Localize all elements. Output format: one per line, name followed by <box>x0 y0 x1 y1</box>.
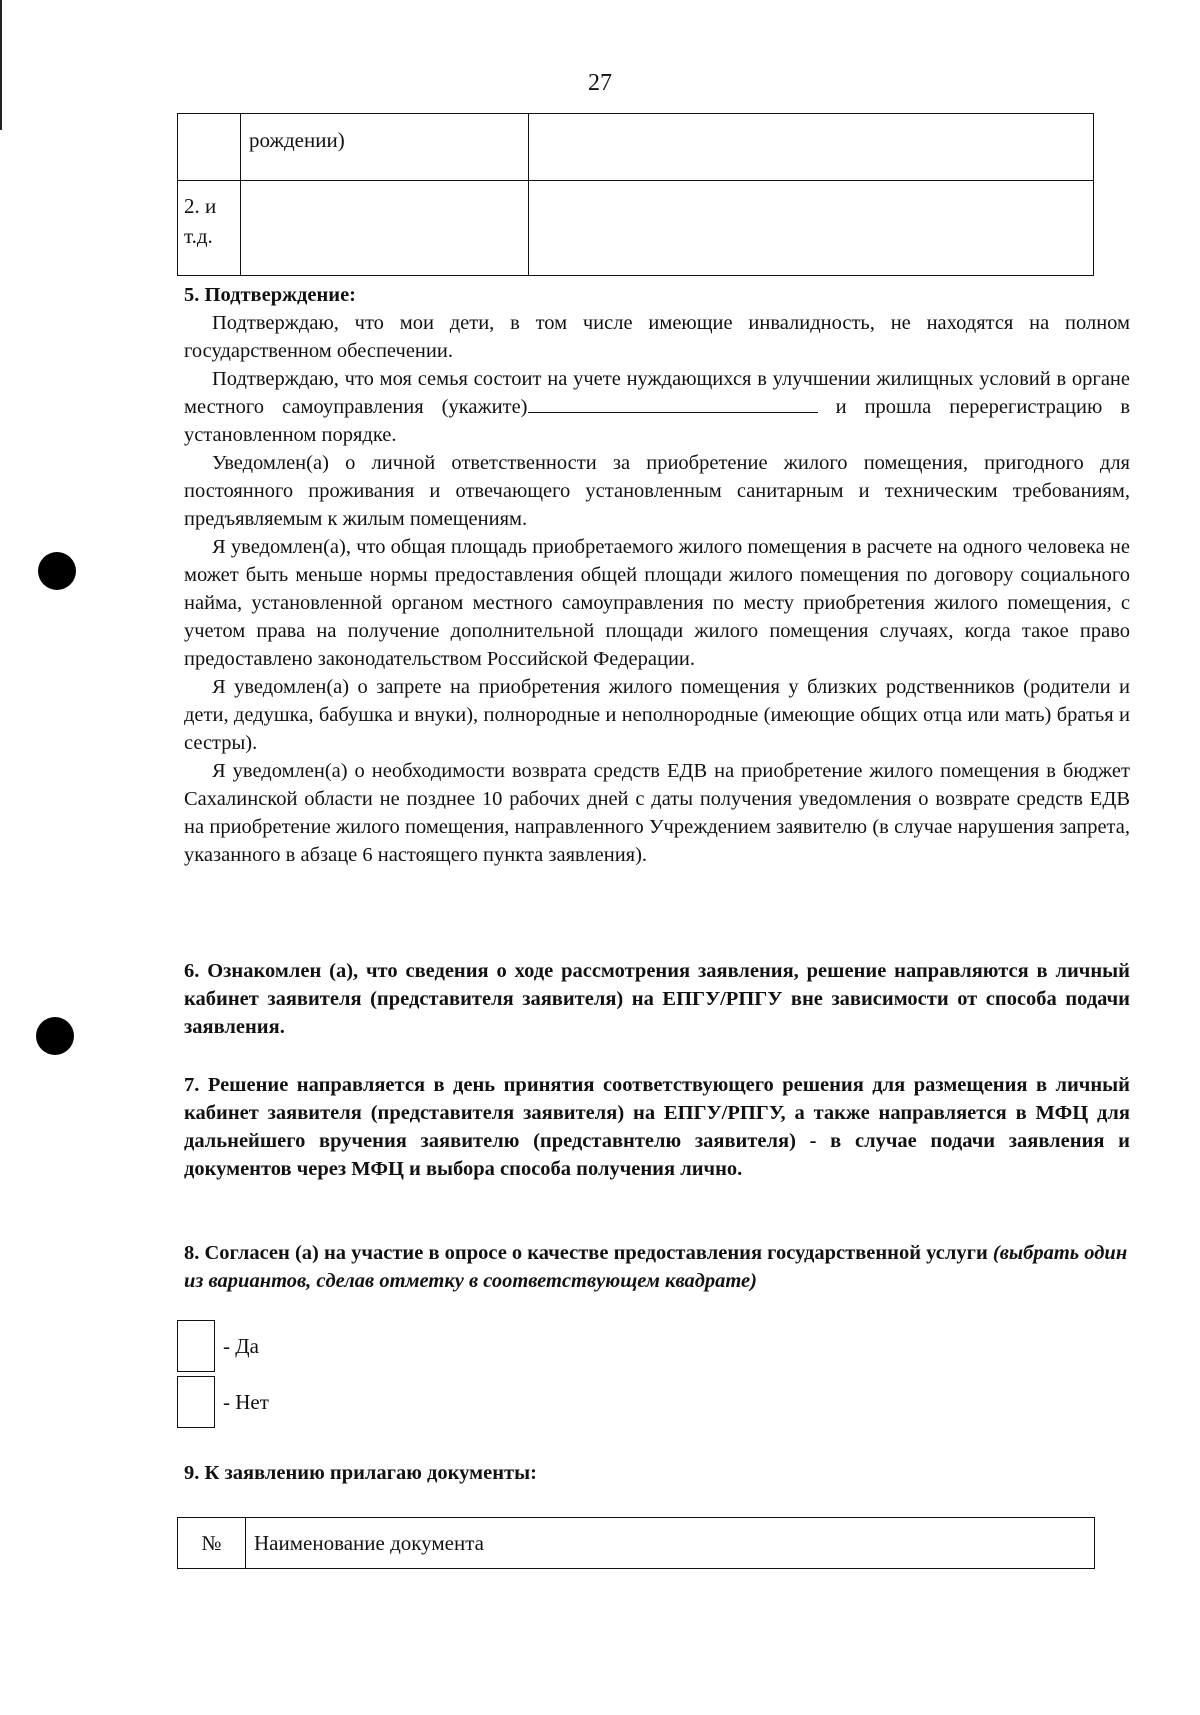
table-cell <box>241 181 529 276</box>
paragraph: Я уведомлен(а) о необходимости возврата средств ЕДВ на приобретение жилого помещения в бюджет Сахалинской области не позднее 10 рабочих дней с даты получения уведомления о возврате средств ЕДВ на приобретение жилого помещения, направленного Учреждением заявителю (в случае нарушения запрета, указанного в абзаце 6 настоящего пункта заявления). <box>184 760 1130 866</box>
section-9 <box>184 1459 1130 1487</box>
page-number: 27 <box>588 70 612 96</box>
blank-field <box>528 394 818 413</box>
table-cell: 2. и т.д. <box>178 181 241 276</box>
column-header-document-name: Наименование документа <box>246 1518 1095 1569</box>
table-cell <box>529 114 1094 181</box>
checkbox-yes[interactable] <box>177 1320 215 1372</box>
paragraph: Подтверждаю, что мои дети, в том числе имеющие инвалидность, не находятся на полном государственном обеспечении. <box>184 312 1130 362</box>
section-8-heading-italic: (выбрать один из вариантов, сделав отметку в соответствующем квадрате) <box>184 1242 1128 1292</box>
option-no-label: - Нет <box>223 1389 269 1414</box>
paragraph: Уведомлен(а) о личной ответственности за приобретение жилого помещения, пригодного для постоянного проживания и отвечающего установленным санитарным и техническим требованиям, предъявляемым к жилым помещениям. <box>184 452 1130 530</box>
paragraph: Я уведомлен(а) о запрете на приобретения жилого помещения у близких родственников (родители и дети, дедушка, бабушка и внуки), полнородные и неполнородные (имеющие общих отца или мать) братья и сестры). <box>184 676 1130 754</box>
section-6-text: 6. Ознакомлен (а), что сведения о ходе рассмотрения заявления, решение направляются в личный кабинет заявителя (представителя заявителя) на ЕПГУ/РПГУ вне зависимости от способа подачи заявления. <box>184 960 1130 1038</box>
scan-edge-line <box>0 0 2 130</box>
table-header-row <box>178 1518 1095 1569</box>
table-cell: рождении) <box>241 114 529 181</box>
relatives-table <box>177 113 1094 276</box>
option-yes[interactable] <box>177 1320 259 1372</box>
punch-hole-top <box>38 552 76 590</box>
section-5-heading: 5. Подтверждение: <box>184 284 356 306</box>
paragraph: Я уведомлен(а), что общая площадь приобретаемого жилого помещения в расчете на одного человека не может быть меньше нормы предоставления общей площади жилого помещения по договору социального найма, установленной органом местного самоуправления по месту приобретения жилого помещения, с учетом права на получение дополнительной площади жилого помещения случаях, когда такое право предоставлено законодательством Российской Федерации. <box>184 536 1130 670</box>
table-row <box>178 181 1094 276</box>
section-6 <box>184 957 1130 1041</box>
option-yes-label: - Да <box>223 1333 259 1358</box>
table-cell <box>178 114 241 181</box>
column-header-number: № <box>178 1518 246 1569</box>
paragraph-text: Подтверждаю, что моя семья состоит на учете нуждающихся в улучшении жилищных условий в органе местного самоуправления (укажите) <box>184 368 1130 418</box>
table-row <box>178 114 1094 181</box>
table-cell <box>529 181 1094 276</box>
section-8-heading-bold: 8. Согласен (а) на участие в опросе о качестве предоставления государственной услуги <box>184 1242 988 1264</box>
paragraph-text: и прошла перерегистрацию в установленном порядке. <box>184 396 1130 446</box>
checkbox-no[interactable] <box>177 1376 215 1428</box>
section-5 <box>184 281 1130 869</box>
section-9-heading: 9. К заявлению прилагаю документы: <box>184 1462 537 1484</box>
section-7-text: 7. Решение направляется в день принятия соответствующего решения для размещения в личный кабинет заявителя (представителя заявителя) на ЕПГУ/РПГУ, а также направляется в МФЦ для дальнейшего вручения заявителю (представнтелю заявителя) - в случае подачи заявления и документов через МФЦ и выбора способа получения лично. <box>184 1074 1130 1180</box>
paragraph <box>184 365 1130 449</box>
section-8-heading <box>184 1239 1130 1295</box>
documents-table <box>177 1517 1095 1569</box>
option-no[interactable] <box>177 1376 269 1428</box>
section-8 <box>184 1239 1130 1295</box>
section-7 <box>184 1071 1130 1183</box>
punch-hole-bottom <box>36 1017 74 1055</box>
